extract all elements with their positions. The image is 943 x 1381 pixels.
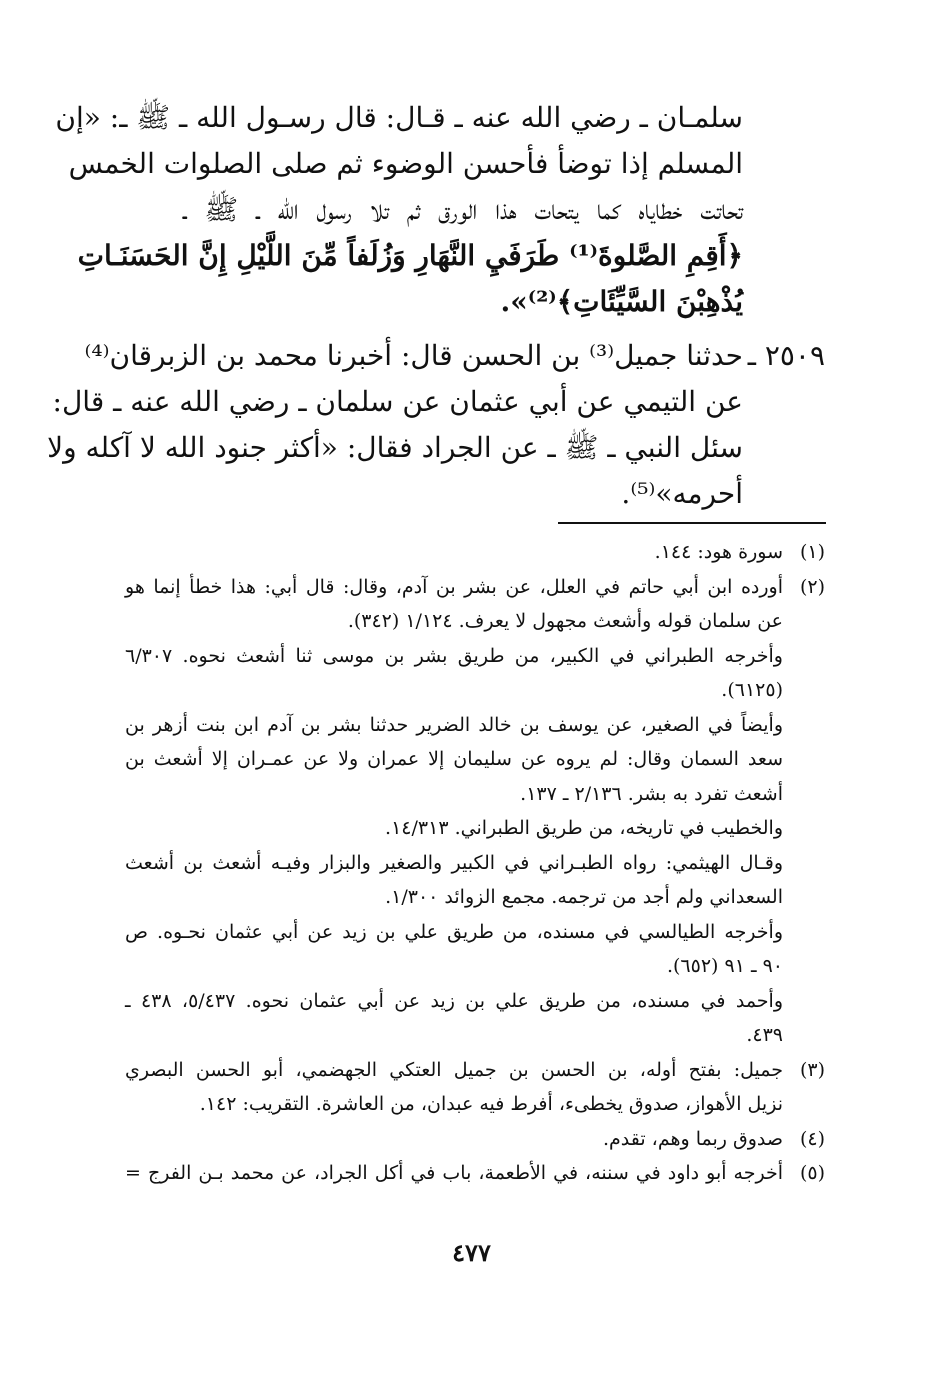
footnote-line: ٩٠ ـ ٩١ (٦٥٢).	[666, 955, 783, 977]
footnote-line: أخرجه أبو داود في سننه، في الأطعمة، باب في أكل الجراد، عن محمد بـن الفرج =	[125, 1162, 783, 1184]
page-number: ٤٧٧	[452, 1238, 491, 1267]
footnote-number: (٤)	[799, 1127, 825, 1150]
footnote	[125, 1156, 825, 1191]
footnote	[125, 1122, 825, 1157]
hadith-line: حدثنا جميل⁽³⁾ بن الحسن قال: أخبرنا محمد بن الزبرقان⁽⁴⁾	[84, 339, 743, 372]
footnote-line: وأحمد في مسنده، من طريق علي بن زيد عن أبي عثمان نحوه. ٥/٤٣٧، ٤٣٨ ـ	[125, 989, 784, 1012]
footnote-number: (٣)	[799, 1058, 825, 1081]
footnote-line: وأخرجه الطبراني في الكبير، من طريق بشر بن موسى ثنا أشعث نحوه. ٦/٣٠٧	[125, 644, 783, 667]
hadith-text	[47, 333, 743, 517]
footnote-line: وقـال الهيثمي: رواه الطبـراني في الكبير والصغير والبزار وفيـه أشعث بن أشعث	[125, 851, 783, 874]
main-line: المسلم إذا توضأ فأحسن الوضوء ثم صلى الصلوات الخمس	[68, 147, 743, 180]
hadith-line: سئل النبي ـ ﷺ ـ عن الجراد فقال: «أكثر جنود الله لا آكله ولا	[47, 431, 743, 464]
footnote-line: ٤٣٩.	[746, 1024, 783, 1046]
footnote-line: السعداني ولم أجد من ترجمه. مجمع الزوائد ١/٣٠٠.	[385, 886, 783, 908]
main-line: تحاتت خطاياه كما يتحات هذا الورق ثم تلا رسول الله ـ ﷺ ـ	[183, 193, 743, 226]
main-line: سلمـان ـ رضي الله عنه ـ قـال: قال رسـول الله ـ ﷺ ـ: «إن	[55, 101, 743, 134]
footnote-line: نزيل الأهواز، صدوق يخطىء، أفرط فيه عبدان، من العاشرة. التقريب: ١٤٢.	[199, 1093, 783, 1115]
quran-verse-line: يُذْهِبْنَ السَّيِّئَاتِ﴾⁽²⁾».	[500, 285, 743, 318]
footnote-line: أشعث تفرد به بشر. ٢/١٣٦ ـ ١٣٧.	[520, 782, 783, 805]
footnote-number: (١)	[799, 541, 825, 563]
main-text	[55, 95, 743, 325]
footnote-line: جميل: بفتح أوله، بن الحسن بن جميل العتكي الجهضمي، أبو الحسن البصري	[125, 1058, 783, 1081]
footnote-line: عن سلمان قوله وأشعث مجهول لا يعرف. ١/١٢٤ (٣٤٢).	[347, 610, 783, 632]
footnote-line: وأيضاً في الصغير، عن يوسف بن خالد الضرير حدثنا بشر بن آدم ابن بنت أزهر بن	[125, 713, 783, 736]
quran-verse-line: ﴿أَقِمِ الصَّلوةَ⁽¹⁾ طَرَفَيِ النَّهَارِ وَزُلَفاً مِّنَ اللَّيْلِ إِنَّ الحَسَنَـاتِ	[77, 239, 743, 272]
footnote-line: (٦١٢٥).	[721, 679, 783, 701]
hadith-line: عن التيمي عن أبي عثمان عن سلمان ـ رضي الله عنه ـ قال:	[52, 385, 743, 418]
footnote-line: أورده ابن أبي حاتم في العلل، عن بشر بن آدم، وقال: قال أبي: هذا خطأ إنما هو	[125, 575, 783, 598]
footnote-line: صدوق ربما وهم، تقدم.	[602, 1127, 783, 1150]
footnote	[125, 570, 825, 1053]
hadith-line: أحرمه»⁽⁵⁾.	[621, 477, 743, 510]
footnote	[125, 535, 825, 570]
hadith-number: ٢٥٠٩ ـ	[747, 339, 825, 372]
footnote-line: سورة هود: ١٤٤.	[654, 541, 783, 563]
footnote-number: (٥)	[799, 1162, 825, 1184]
footnote-line: سعد السمان وقال: لم يروه عن سليمان إلا عمران ولا عن عمـران إلا أشعث بن	[125, 748, 783, 770]
footnotes	[125, 535, 825, 1191]
footnote-line: والخطيب في تاريخه، من طريق الطبراني. ١٤/٣١٣.	[385, 817, 783, 839]
footnote-number: (٢)	[799, 575, 825, 598]
footnote-line: وأخرجه الطيالسي في مسنده، من طريق علي بن زيد عن أبي عثمان نحـوه. ص	[125, 920, 783, 943]
footnote-separator	[558, 522, 826, 524]
footnote	[125, 1053, 825, 1122]
